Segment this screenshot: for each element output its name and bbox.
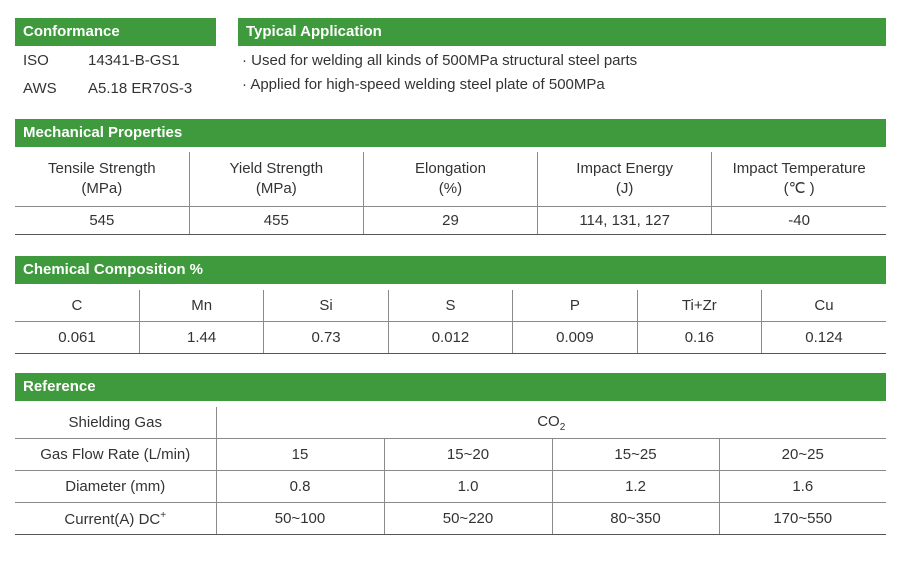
mech-value-impact-energy: 114, 131, 127 xyxy=(538,207,712,235)
mechanical-properties-table xyxy=(15,152,886,235)
ref-value-diameter: 1.2 xyxy=(552,471,719,503)
ref-value-diameter: 0.8 xyxy=(216,471,384,503)
mech-header-impact-energy: Impact Energy (J) xyxy=(538,152,712,207)
ref-value-current: 80~350 xyxy=(552,503,719,535)
ref-value-gas-flow: 15~20 xyxy=(384,439,552,471)
ref-value-current: 50~100 xyxy=(216,503,384,535)
ref-value-gas-flow: 15~25 xyxy=(552,439,719,471)
ref-value-shielding-gas: $CO_2$ xyxy=(216,407,886,439)
conformance-label-iso: ISO xyxy=(23,52,49,69)
ref-label-current: Current(A) DC+ xyxy=(15,503,216,535)
conformance-label-aws: AWS xyxy=(23,80,57,97)
chem-value-p: 0.009 xyxy=(513,322,637,354)
chem-header-tizr: Ti+Zr xyxy=(637,290,761,322)
conformance-value-iso: 14341-B-GS1 xyxy=(88,52,180,69)
ref-value-gas-flow: 20~25 xyxy=(719,439,886,471)
chem-header-mn: Mn xyxy=(139,290,263,322)
conformance-value-aws: A5.18 ER70S-3 xyxy=(88,80,193,97)
chem-value-c: 0.061 xyxy=(15,322,139,354)
conformance-header: Conformance xyxy=(15,18,216,46)
mech-header-impact-temperature: Impact Temperature (℃ ) xyxy=(712,152,886,207)
reference-table xyxy=(15,407,886,535)
ref-label-diameter: Diameter (mm) xyxy=(15,471,216,503)
chem-value-cu: 0.124 xyxy=(762,322,886,354)
chem-value-si: 0.73 xyxy=(264,322,388,354)
chem-header-cu: Cu xyxy=(762,290,886,322)
mech-header-yield: Yield Strength (MPa) xyxy=(189,152,363,207)
ref-label-gas-flow-rate: Gas Flow Rate (L/min) xyxy=(15,439,216,471)
chem-value-s: 0.012 xyxy=(388,322,512,354)
chem-value-mn: 1.44 xyxy=(139,322,263,354)
mech-value-elongation: 29 xyxy=(363,207,537,235)
chemical-composition-table xyxy=(15,290,886,354)
ref-value-diameter: 1.6 xyxy=(719,471,886,503)
ref-value-diameter: 1.0 xyxy=(384,471,552,503)
typical-application-item: · Used for welding all kinds of 500MPa structural steel parts xyxy=(242,52,638,69)
mech-header-tensile: Tensile Strength (MPa) xyxy=(15,152,189,207)
ref-value-gas-flow: 15 xyxy=(216,439,384,471)
chemical-composition-header: Chemical Composition % xyxy=(15,256,886,284)
mechanical-properties-header: Mechanical Properties xyxy=(15,119,886,147)
chem-header-s: S xyxy=(388,290,512,322)
chem-value-tizr: 0.16 xyxy=(637,322,761,354)
typical-application-header: Typical Application xyxy=(238,18,886,46)
chem-header-si: Si xyxy=(264,290,388,322)
chem-header-p: P xyxy=(513,290,637,322)
mech-value-impact-temperature: -40 xyxy=(712,207,886,235)
ref-value-current: 170~550 xyxy=(719,503,886,535)
mech-header-elongation: Elongation (%) xyxy=(363,152,537,207)
reference-header: Reference xyxy=(15,373,886,401)
mech-value-tensile: 545 xyxy=(15,207,189,235)
ref-label-shielding-gas: Shielding Gas xyxy=(15,407,216,439)
typical-application-item: · Applied for high-speed welding steel plate of 500MPa xyxy=(242,76,605,93)
mech-value-yield: 455 xyxy=(189,207,363,235)
ref-value-current: 50~220 xyxy=(384,503,552,535)
chem-header-c: C xyxy=(15,290,139,322)
